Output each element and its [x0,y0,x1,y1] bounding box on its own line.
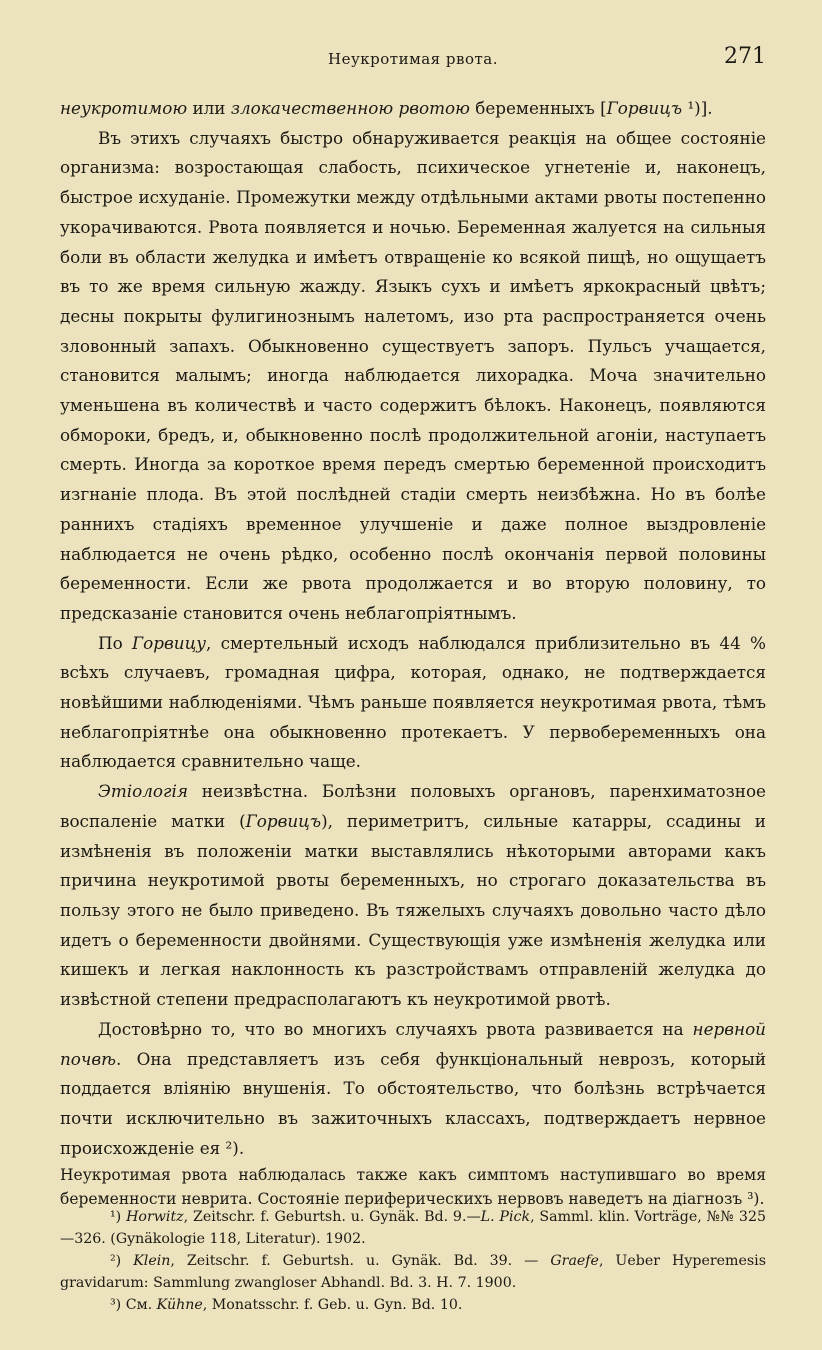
paragraph [60,124,766,629]
text-run: ²) [110,1253,134,1269]
paragraph [60,629,766,778]
italic-text: L. Pick [480,1209,531,1225]
italic-text: Горвицу [132,632,207,653]
paragraph [60,777,766,1015]
italic-text: Горвицъ [606,98,683,118]
text-run: Достовѣрно то, что во многихъ случаяхъ рвота развивается на [98,1018,693,1039]
italic-text: Этіологія [98,781,188,802]
footnote [60,1206,766,1250]
italic-text: Graefe [550,1253,599,1269]
text-run: ¹) [110,1209,127,1225]
text-run: , Zeitschr. f. Geburtsh. u. Gynäk. Bd. 9.— [183,1209,481,1225]
page-header [60,44,766,84]
text-run: По [98,632,133,653]
text-run: Въ этихъ случаяхъ быстро обнаруживается реакція на общее состояніе организма: возростающая слабость, психическое угнетеніе и, наконецъ, быстрое исхуданіе. Промежутки между отдѣльными актами рвоты постепенно укорачиваются. Рвота появляется и ночью. Беременная жалуется на сильныя боли въ области желудка и имѣетъ отвращеніе ко всякой пищѣ, но ощущаетъ въ то же время сильную жажду. Языкъ сухъ и имѣетъ яркокрасный цвѣтъ; десны покрыты фулигинознымъ налетомъ, изо рта распространяется очень зловонный запахъ. Обыкновенно существуетъ запоръ. Пульсъ учащается, становится малымъ; иногда наблюдается лихорадка. Моча значительно уменьшена въ количествѣ и часто содержитъ бѣлокъ. Наконецъ, появляются обмороки, бредъ, и, обыкновенно послѣ продолжительной агоніи, наступаетъ смерть. Иногда за короткое время передъ смертью беременной происходитъ изгнаніе плода. Въ этой послѣдней стадіи смерть неизбѣжна. Но въ болѣе раннихъ стадіяхъ временное улучшеніе и даже полное выздровленіе наблюдается не очень рѣдко, особенно послѣ окончанія первой половины беременности. Если же рвота продолжается и во вторую половину, то предсказаніе становится очень неблагопріятнымъ. [60,127,766,623]
italic-text: Kühne [156,1297,203,1313]
text-run: , смертельный исходъ наблюдался приблизительно въ 44 % всѣхъ случаевъ, громадная цифра, которая, однако, не подтверждается новѣйшими наблюденіями. Чѣмъ раньше появляется неукротимая рвота, тѣмъ неблагопріятнѣе она обыкновенно протекаетъ. У первобеременныхъ она наблюдается сравнительно чаще. [60,632,766,772]
main-text [60,94,766,1211]
running-title: Неукротимая рвота. [327,50,498,68]
text-run: неизвѣстна. Болѣзни половыхъ органовъ, паренхиматозное воспаленіе матки ( [60,781,766,831]
text-run: или [187,98,231,118]
lead-note: Неукротимая рвота наблюдалась также какъ симптомъ наступившаго во время беременности неврита. Состояніе периферическихъ нервовъ наведетъ на діагнозъ ³). [60,1166,766,1209]
italic-text: Горвицъ [245,810,322,831]
footnote [60,1294,766,1316]
text-run: беременныхъ [ [469,98,607,118]
page-number: 271 [724,44,766,69]
paragraph [60,94,766,124]
text-run: , Monatsschr. f. Geb. u. Gyn. Bd. 10. [202,1297,463,1313]
text-run: . Она представляетъ изъ себя функціональный неврозъ, который поддается вліянію внушенія. То обстоятельство, что болѣзнь встрѣчается почти исключительно въ зажиточныхъ классахъ, подтверждаетъ нервное происхожденіе ея ²). [60,1048,766,1158]
text-run: ), периметритъ, сильные катарры, ссадины и измѣненія въ положеніи матки выставлялись нѣкоторыми авторами какъ причина неукротимой рвоты беременныхъ, но строгаго доказательства въ пользу этого не было приведено. Въ тяжелыхъ случаяхъ довольно часто дѣло идетъ о беременности двойнями. Существующія уже измѣненія желудка или кишекъ и легкая наклонность къ разстройствамъ отправленій желудка до извѣстной степени предрасполагаютъ къ неукротимой рвотѣ. [60,810,766,1010]
italic-text: нервной почвѣ [60,1018,766,1069]
paragraph [60,1015,766,1164]
italic-text: Klein [133,1253,171,1269]
text-run: , Ueber Hyperemesis gravidarum: Sammlung zwangloser Abhandl. Bd. 3. H. 7. 1900. [60,1253,767,1291]
text-run: , Samml. klin. Vorträge, №№ 325—326. (Gynäkologie 118, Literatur). 1902. [60,1209,766,1247]
italic-text: Horwitz [126,1209,184,1225]
text-run: ¹)]. [682,98,713,118]
text-run: , Zeitschr. f. Geburtsh. u. Gynäk. Bd. 39. — [170,1253,551,1269]
footnote [60,1250,766,1294]
italic-text: злокачественною рвотою [230,98,470,118]
text-run: ³) См. [110,1297,157,1313]
paragraphs [60,94,766,1163]
italic-text: неукротимою [60,98,188,118]
footnotes [60,1206,766,1316]
